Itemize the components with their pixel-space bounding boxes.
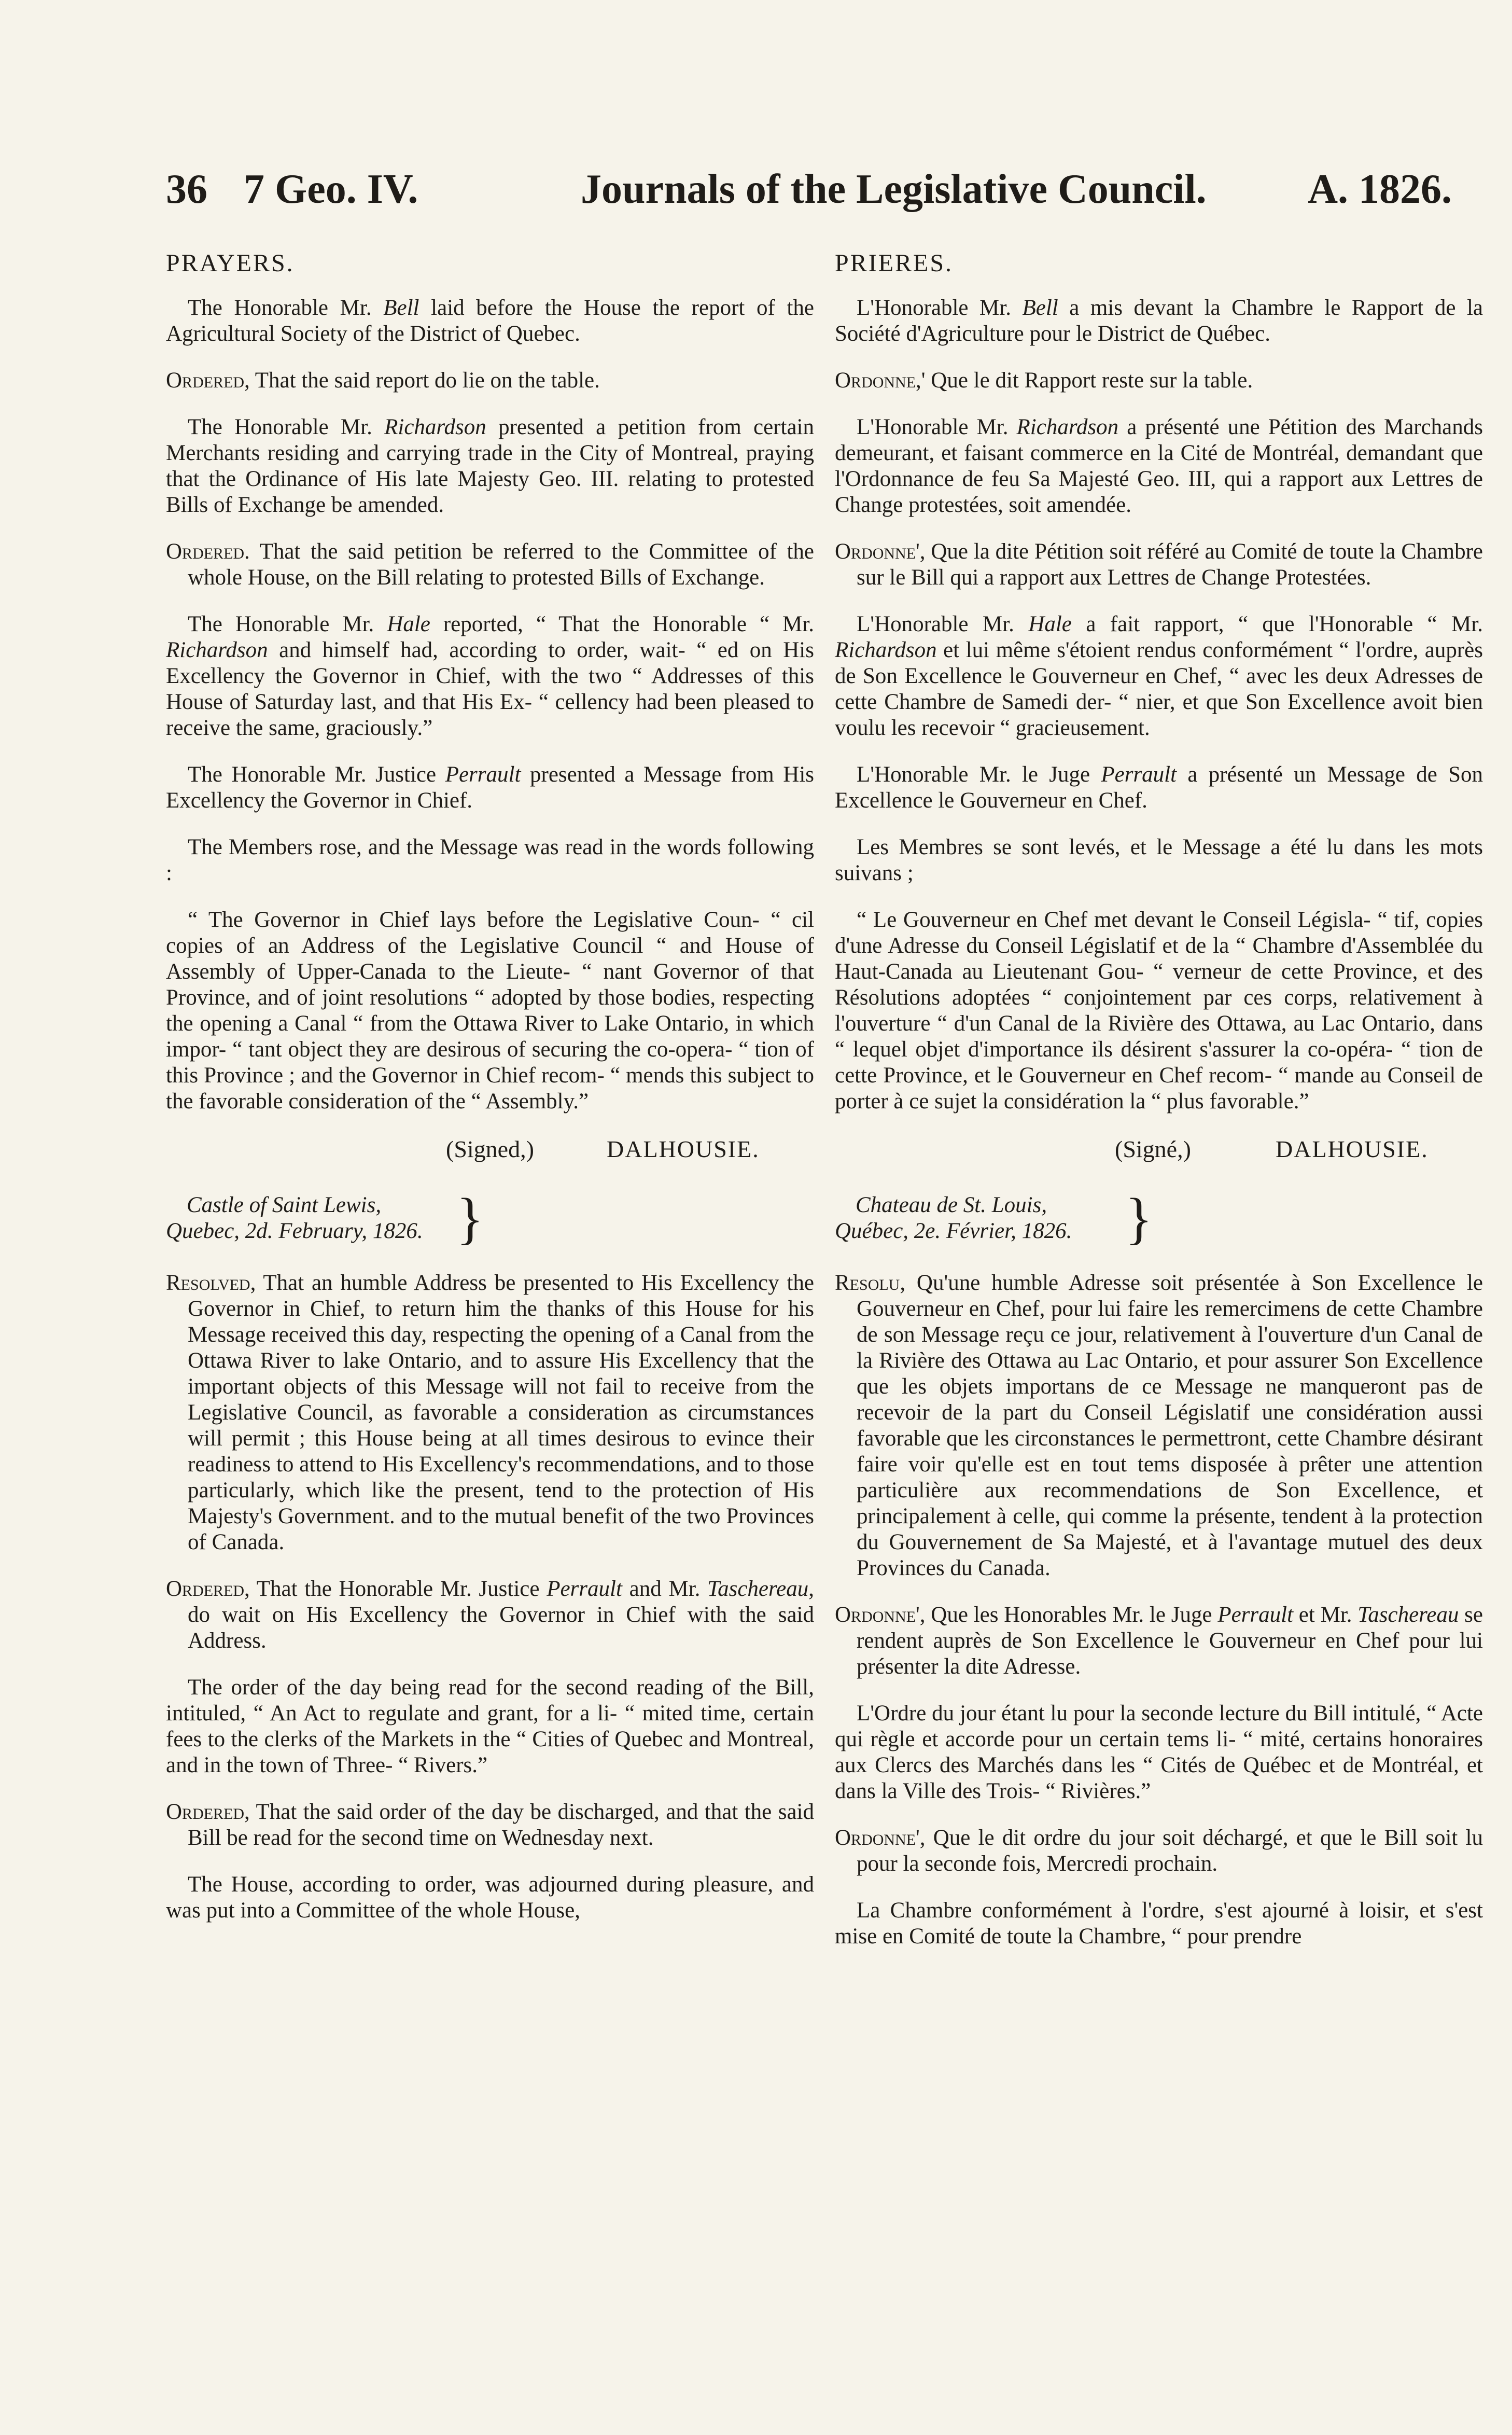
text-run: a présenté une Pétition des Marchands demeurant, et faisant commerce en la Cité de Montréal, demandant que l'Ordonnance de feu Sa Majesté Geo. III, qui a rapport aux Lettres de Change protestées, soit amendée.	[835, 415, 1483, 517]
paragraph-governor-message: “ Le Gouverneur en Chef met devant le Conseil Législa- “ tif, copies d'une Adresse du Conseil Législatif et de la “ Chambre d'Assemblée du Haut-Canada au Lieutenant Gou- “ verneur de cette Province, et des Résolutions adoptées “ conjointement par ces corps, relativement à l'ouverture “ d'un Canal de la Rivière des Ottawa, au Lac Ontario, dans “ lequel objet d'importance ils désirent s'assurer la co-opéra- “ tion de cette Province, et le Gouverneur en Chef recom- “ mande au Conseil de porter à ce sujet la considération la “ plus favorable.”	[835, 908, 1483, 1114]
order-lead: Ordered,	[166, 368, 250, 393]
paragraph-resolved-address	[166, 1270, 814, 1555]
paragraph-house-adjourned: The House, according to order, was adjourned during pleasure, and was put into a Committee of the whole House,	[166, 1872, 814, 1923]
paragraph-governor-message: “ The Governor in Chief lays before the Legislative Coun- “ cil copies of an Address of the Legislative Council “ and House of Assembly of Upper-Canada to the Lieute- “ nant Governor of that Province, and of joint resolutions “ adopted by those bodies, respecting the opening a Canal “ from the Ottawa River to Lake Ontario, in which impor- “ tant object they are desirous of securing the co-opera- “ tion of this Province ; and the Governor in Chief recom- “ mends this subject to the favorable consideration of the “ Assembly.”	[166, 908, 814, 1114]
text-run: The Honorable Mr.	[188, 296, 384, 320]
order-lead: Ordonne',	[835, 539, 926, 564]
text-run: a mis devant la Chambre le Rapport de la Société d'Agriculture pour le District de Québec.	[835, 296, 1483, 346]
text-run: L'Honorable Mr.	[857, 415, 1017, 439]
order-lead: Ordonne',	[835, 1826, 926, 1850]
signature-line	[166, 1135, 814, 1166]
english-column	[166, 249, 814, 1944]
paragraph-richardson-petition	[166, 414, 814, 518]
order-lead: Ordered,	[166, 1577, 250, 1601]
place-date	[166, 1187, 814, 1250]
text-run: That the said report do lie on the table.	[249, 368, 600, 393]
page-number: 36	[166, 166, 207, 212]
date-line: Québec, 2e. Février, 1826.	[835, 1219, 1072, 1243]
paragraph-ordered-discharged	[835, 1825, 1483, 1877]
paragraph-members-rose: Les Membres se sont levés, et le Message a été lu dans les mots suivans ;	[835, 835, 1483, 885]
member-name: Perrault	[1217, 1603, 1294, 1627]
member-name: Richardson	[1016, 415, 1119, 439]
text-run: L'Honorable Mr.	[857, 612, 1029, 636]
text-run: a fait rapport, “ que l'Honorable “ Mr.	[1071, 612, 1483, 636]
text-run: et Mr.	[1293, 1603, 1358, 1627]
date-line: Quebec, 2d. February, 1826.	[166, 1219, 423, 1243]
text-run: Que les Honorables Mr. le Juge	[925, 1603, 1218, 1627]
paragraph-perrault-message	[835, 762, 1483, 814]
text-run: reported, “ That the Honorable “ Mr.	[430, 612, 814, 636]
text-run: That the said order of the day be discharged, and that the said Bill be read for the second time on Wednesday next.	[188, 1800, 814, 1850]
text-run: and himself had, according to order, wait- “ ed on His Excellency the Governor in Chief, with the two “ Addresses of this House of Saturday last, and that His Ex- “ cellency had been pleased to receive the same, graciously.”	[166, 638, 814, 740]
paragraph-richardson-petition	[835, 414, 1483, 518]
text-run: That an humble Address be presented to His Excellency the Governor in Chief, to return him the thanks of this House for his Message received this day, respecting the opening of a Canal from the Ottawa River to lake Ontario, and to assure His Excellency that the important objects of this Message will not fail to receive from the Legislative Council, as favorable a consideration as circumstances will permit ; this House being at all times desirous to evince their readiness to attend to His Excellency's recommendations, and to those particularly, which like the present, tend to the protection of His Majesty's Government. and to the mutual benefit of the two Provinces of Canada.	[188, 1271, 814, 1554]
member-name: Bell	[1022, 296, 1058, 320]
paragraph-order-of-day: L'Ordre du jour étant lu pour la seconde lecture du Bill intitulé, “ Acte qui règle et accorde pour un certain tems li- “ mité, certains honoraires aux Clercs des Marchés dans les “ Cités de Québec et de Montréal, et dans la Ville des Trois- “ Rivières.”	[835, 1701, 1483, 1803]
text-run: The Honorable Mr. Justice	[188, 762, 445, 787]
text-run: and Mr.	[622, 1577, 708, 1601]
place-line: Castle of Saint Lewis,	[187, 1193, 382, 1217]
brace-glyph: }	[1125, 1187, 1153, 1250]
order-lead: Resolu,	[835, 1271, 906, 1295]
paragraph-ordered-discharged	[166, 1799, 814, 1851]
paragraph-ordered-lie-on-table	[166, 368, 814, 394]
signed-label: (Signed,)	[446, 1136, 534, 1162]
text-run: se rendent auprès de Son Excellence le Gouverneur en Chef pour lui présenter la dite Adresse.	[857, 1603, 1483, 1679]
text-run: , do wait on His Excellency the Governor in Chief with the said Address.	[188, 1577, 814, 1653]
paragraph-members-rose: The Members rose, and the Message was read in the words following :	[166, 835, 814, 885]
page-header	[166, 166, 1452, 218]
paragraph-ordered-wait-on	[835, 1602, 1483, 1680]
member-name: Perrault	[547, 1577, 622, 1601]
text-run: et lui même s'étoient rendus conformément “ l'ordre, auprès de Son Excellence le Gouverneur en Chef, “ avec les deux Adresses de cette Chambre de Samedi der- “ nier, et que Son Excellence avoit bien voulu les recevoir “ gracieusement.	[835, 638, 1483, 740]
signer-name: DALHOUSIE.	[607, 1136, 760, 1162]
order-lead: Resolved,	[166, 1271, 256, 1295]
text-run: The Honorable Mr.	[188, 612, 387, 636]
text-run: Que la dite Pétition soit référé au Comité de toute la Chambre sur le Bill qui a rapport aux Lettres de Change Protestées.	[857, 539, 1483, 590]
member-name: Richardson	[835, 638, 937, 662]
journal-title: Journals of the Legislative Council.	[581, 166, 1207, 212]
paragraph-perrault-message	[166, 762, 814, 814]
paragraph-bell-report	[835, 295, 1483, 347]
member-name: Perrault	[445, 762, 521, 787]
text-run: presented a petition from certain Merchants residing and carrying trade in the City of Montreal, praying that the Ordinance of His late Majesty Geo. III. relating to protested Bills of Exchange be amended.	[166, 415, 814, 517]
member-name: Taschereau	[707, 1577, 809, 1601]
order-lead: Ordonne,'	[835, 368, 926, 393]
order-lead: Ordered,	[166, 1800, 250, 1824]
text-run: a présenté un Message de Son Excellence le Gouverneur en Chef.	[835, 762, 1483, 813]
text-run: presented a Message from His Excellency the Governor in Chief.	[166, 762, 814, 813]
paragraph-hale-report	[166, 611, 814, 741]
brace-glyph: }	[456, 1187, 484, 1250]
member-name: Hale	[1028, 612, 1072, 636]
paragraph-bell-report	[166, 295, 814, 347]
calendar-year: A. 1826.	[1308, 166, 1452, 212]
signed-label: (Signé,)	[1115, 1136, 1191, 1162]
text-run: laid before the House the report of the Agricultural Society of the District of Quebec.	[166, 296, 814, 346]
paragraph-ordered-lie-on-table	[835, 368, 1483, 394]
section-heading: PRIERES.	[835, 249, 954, 277]
member-name: Perrault	[1101, 762, 1177, 787]
signature-line	[835, 1135, 1483, 1166]
place-date	[835, 1187, 1483, 1250]
member-name: Hale	[387, 612, 430, 636]
paragraph-hale-report	[835, 611, 1483, 741]
text-run: Qu'une humble Adresse soit présentée à Son Excellence le Gouverneur en Chef, pour lui faire les remercimens de cette Chambre de son Message reçu ce jour, relativement à l'ouverture d'un Canal de la Rivière des Ottawa au Lac Ontario, et pour assurer Son Excellence que les objets importans de ce Message ne manqueront pas de recevoir de la part du Conseil Législatif une considération aussi favorable que les circonstances le permettront, cette Chambre désirant faire voir qu'elle est en tout tems disposée à prêter une attention particulière aux recommendations de Son Excellence, et principalement à celle, qui comme la présente, tendent à la protection du Gouvernement de Sa Majesté, et à l'avantage mutuel des deux Provinces du Canada.	[857, 1271, 1483, 1580]
text-run: The Honorable Mr.	[188, 415, 385, 439]
text-run: That the Honorable Mr. Justice	[249, 1577, 547, 1601]
text-run: L'Honorable Mr. le Juge	[857, 762, 1101, 787]
text-run: That the said petition be referred to the Committee of the whole House, on the Bill relating to protested Bills of Exchange.	[188, 539, 814, 590]
order-lead: Ordered.	[166, 539, 250, 564]
regnal-year: 7 Geo. IV.	[244, 166, 418, 212]
member-name: Richardson	[384, 415, 486, 439]
paragraph-ordered-wait-on	[166, 1576, 814, 1654]
french-column	[835, 249, 1483, 1970]
paragraph-ordered-referred	[835, 539, 1483, 591]
section-heading: PRAYERS.	[166, 249, 295, 277]
member-name: Taschereau	[1357, 1603, 1459, 1627]
paragraph-house-adjourned: La Chambre conformément à l'ordre, s'est ajourné à loisir, et s'est mise en Comité de toute la Chambre, “ pour prendre	[835, 1898, 1483, 1949]
place-line: Chateau de St. Louis,	[856, 1193, 1047, 1217]
text-run: Que le dit Rapport reste sur la table.	[925, 368, 1253, 393]
text-run: L'Honorable Mr.	[857, 296, 1023, 320]
member-name: Richardson	[166, 638, 268, 662]
signer-name: DALHOUSIE.	[1276, 1136, 1429, 1162]
paragraph-resolved-address	[835, 1270, 1483, 1581]
order-lead: Ordonne',	[835, 1603, 926, 1627]
paragraph-ordered-referred	[166, 539, 814, 591]
member-name: Bell	[383, 296, 419, 320]
text-run: Que le dit ordre du jour soit déchargé, et que le Bill soit lu pour la seconde fois, Mercredi prochain.	[857, 1826, 1483, 1876]
paragraph-order-of-day: The order of the day being read for the second reading of the Bill, intituled, “ An Act to regulate and grant, for a li- “ mited time, certain fees to the clerks of the Markets in the “ Cities of Quebec and Montreal, and in the town of Three- “ Rivers.”	[166, 1675, 814, 1777]
